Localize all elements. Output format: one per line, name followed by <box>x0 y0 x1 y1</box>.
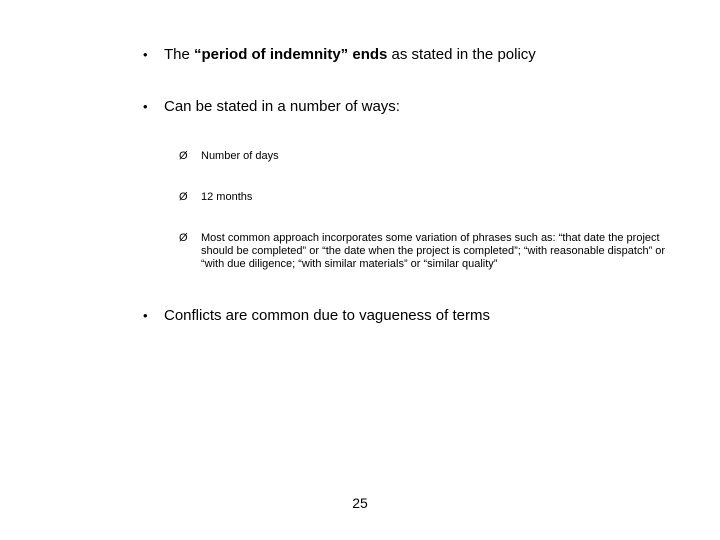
sub-bullet-text: Most common approach incorporates some variation of phrases such as: “that date the project should be completed” or “the date when the project is completed”; “with reasonable dispatch” or “with due diligence; “with similar materials” or “similar quality” <box>201 232 666 270</box>
sub-bullet-text: Number of days <box>201 150 279 162</box>
bullet-dot: • <box>143 47 148 62</box>
arrow-bullet-icon: Ø <box>179 232 188 244</box>
bullet-text-prefix: The <box>164 46 195 63</box>
bullet-dot: • <box>143 99 148 114</box>
bullet-text-suffix: as stated in the policy <box>387 46 536 63</box>
sub-bullet-common-approach <box>179 232 669 271</box>
bullet-conflicts <box>143 307 490 325</box>
arrow-bullet-icon: Ø <box>179 150 188 162</box>
bullet-text-emphasis: “period of indemnity” ends <box>194 46 388 63</box>
bullet-text: Conflicts are common due to vagueness of terms <box>164 307 490 324</box>
page-number: 25 <box>352 495 368 511</box>
bullet-text <box>164 46 536 64</box>
sub-bullet-number-of-days <box>179 150 669 163</box>
bullet-stated-ways <box>143 98 400 116</box>
bullet-text: Can be stated in a number of ways: <box>164 98 400 115</box>
sub-bullet-12-months <box>179 191 669 204</box>
bullet-dot: • <box>143 308 148 323</box>
sub-bullet-text: 12 months <box>201 191 253 203</box>
bullet-period-of-indemnity <box>143 46 536 64</box>
arrow-bullet-icon: Ø <box>179 191 188 203</box>
